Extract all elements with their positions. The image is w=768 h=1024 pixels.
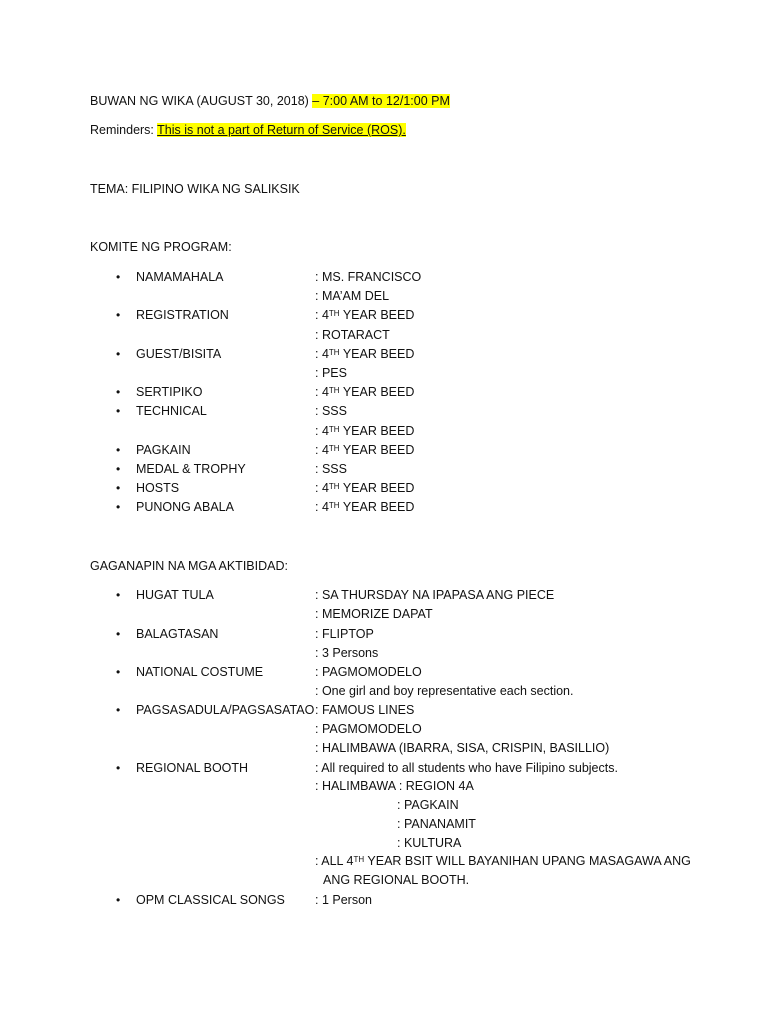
assignee-part: YEAR BEED — [339, 424, 415, 438]
committee-label: MEDAL & TROPHY — [136, 462, 246, 476]
committee-assignee — [315, 384, 414, 400]
komite-heading: KOMITE NG PROGRAM: — [90, 240, 232, 254]
committee-assignee — [315, 307, 414, 323]
assignee-part: : 4 — [315, 443, 329, 457]
bullet: • — [116, 627, 121, 641]
committee-assignee: : SSS — [315, 404, 347, 418]
activity-label-hugat-tula: HUGAT TULA — [136, 588, 214, 602]
activity-detail: : HALIMBAWA (IBARRA, SISA, CRISPIN, BASILLIO) — [315, 741, 610, 755]
assignee-part: : 4 — [315, 424, 329, 438]
committee-assignee — [315, 423, 414, 439]
activity-detail: : PAGKAIN — [397, 798, 459, 812]
committee-assignee — [315, 442, 414, 458]
activity-label-opm-classical-songs: OPM CLASSICAL SONGS — [136, 893, 285, 907]
activity-detail: : PAGMOMODELO — [315, 665, 422, 679]
activity-detail — [315, 853, 691, 869]
assignee-part: YEAR BEED — [339, 308, 415, 322]
bullet: • — [116, 893, 121, 907]
committee-label: SERTIPIKO — [136, 385, 203, 399]
activity-detail: : PANANAMIT — [397, 817, 476, 831]
activity-detail: : FAMOUS LINES — [315, 703, 415, 717]
ordinal-suffix: TH — [328, 309, 340, 318]
committee-label: GUEST/BISITA — [136, 347, 222, 361]
assignee-part: YEAR BEED — [339, 385, 415, 399]
detail-part: YEAR BSIT WILL BAYANIHAN UPANG MASAGAWA ANG — [364, 854, 691, 868]
assignee-part: YEAR BEED — [339, 481, 415, 495]
assignee-part: : 4 — [315, 500, 329, 514]
bullet: • — [116, 703, 121, 717]
activity-detail: : HALIMBAWA : REGION 4A — [315, 779, 474, 793]
committee-label: HOSTS — [136, 481, 180, 495]
assignee-part: YEAR BEED — [339, 347, 415, 361]
activity-label-balagtasan: BALAGTASAN — [136, 627, 219, 641]
activity-detail: : PAGMOMODELO — [315, 722, 422, 736]
committee-label: NAMAMAHALA — [136, 270, 224, 284]
bullet: • — [116, 443, 121, 457]
activity-detail: : 1 Person — [315, 893, 372, 907]
committee-assignee: : MA’AM DEL — [315, 289, 390, 303]
assignee-part: : 4 — [315, 347, 329, 361]
document-title: BUWAN NG WIKA (AUGUST 30, 2018) — [90, 94, 309, 108]
detail-part: : ALL 4 — [315, 854, 354, 868]
bullet: • — [116, 404, 121, 418]
reminders-text: This is not a part of Return of Service (ROS). — [157, 123, 406, 137]
committee-label: PAGKAIN — [136, 443, 191, 457]
committee-assignee: : MS. FRANCISCO — [315, 270, 422, 284]
activity-detail: : 3 Persons — [315, 646, 379, 660]
event-time: – 7:00 AM to 12/1:00 PM — [312, 94, 450, 108]
bullet: • — [116, 308, 121, 322]
activity-detail: : MEMORIZE DAPAT — [315, 607, 433, 621]
ordinal-suffix: TH — [328, 425, 340, 434]
committee-assignee — [315, 499, 414, 515]
activity-detail: : FLIPTOP — [315, 627, 374, 641]
ordinal-suffix: TH — [328, 386, 340, 395]
bullet: • — [116, 588, 121, 602]
ordinal-suffix: TH — [353, 855, 365, 864]
committee-assignee: : PES — [315, 366, 347, 380]
activity-detail: : SA THURSDAY NA IPAPASA ANG PIECE — [315, 588, 555, 602]
ordinal-suffix: TH — [328, 348, 340, 357]
committee-label: PUNONG ABALA — [136, 500, 234, 514]
bullet: • — [116, 481, 121, 495]
activity-detail: : All required to all students who have Filipino subjects. — [315, 761, 618, 775]
reminders-label: Reminders: — [90, 123, 154, 137]
bullet: • — [116, 385, 121, 399]
activity-detail: ANG REGIONAL BOOTH. — [323, 873, 470, 887]
committee-assignee — [315, 346, 414, 362]
bullet: • — [116, 347, 121, 361]
activity-detail: : KULTURA — [397, 836, 462, 850]
committee-assignee: : ROTARACT — [315, 328, 390, 342]
tema-line: TEMA: FILIPINO WIKA NG SALIKSIK — [90, 182, 300, 196]
ordinal-suffix: TH — [328, 482, 340, 491]
assignee-part: : 4 — [315, 385, 329, 399]
assignee-part: : 4 — [315, 481, 329, 495]
activity-label-regional-booth: REGIONAL BOOTH — [136, 761, 249, 775]
aktibidad-heading: GAGANAPIN NA MGA AKTIBIDAD: — [90, 559, 288, 573]
assignee-part: : 4 — [315, 308, 329, 322]
ordinal-suffix: TH — [328, 501, 340, 510]
committee-label: REGISTRATION — [136, 308, 229, 322]
activity-detail: : One girl and boy representative each section. — [315, 684, 574, 698]
bullet: • — [116, 761, 121, 775]
bullet: • — [116, 665, 121, 679]
bullet: • — [116, 462, 121, 476]
committee-assignee — [315, 480, 414, 496]
reminders-line — [90, 122, 406, 138]
document-title-line — [90, 93, 450, 109]
bullet: • — [116, 500, 121, 514]
committee-assignee: : SSS — [315, 462, 347, 476]
activity-label-pagsasadula: PAGSASADULA/PAGSASATAO — [136, 703, 315, 717]
ordinal-suffix: TH — [328, 444, 340, 453]
bullet: • — [116, 270, 121, 284]
activity-label-national-costume: NATIONAL COSTUME — [136, 665, 264, 679]
assignee-part: YEAR BEED — [339, 500, 415, 514]
assignee-part: YEAR BEED — [339, 443, 415, 457]
committee-label: TECHNICAL — [136, 404, 207, 418]
